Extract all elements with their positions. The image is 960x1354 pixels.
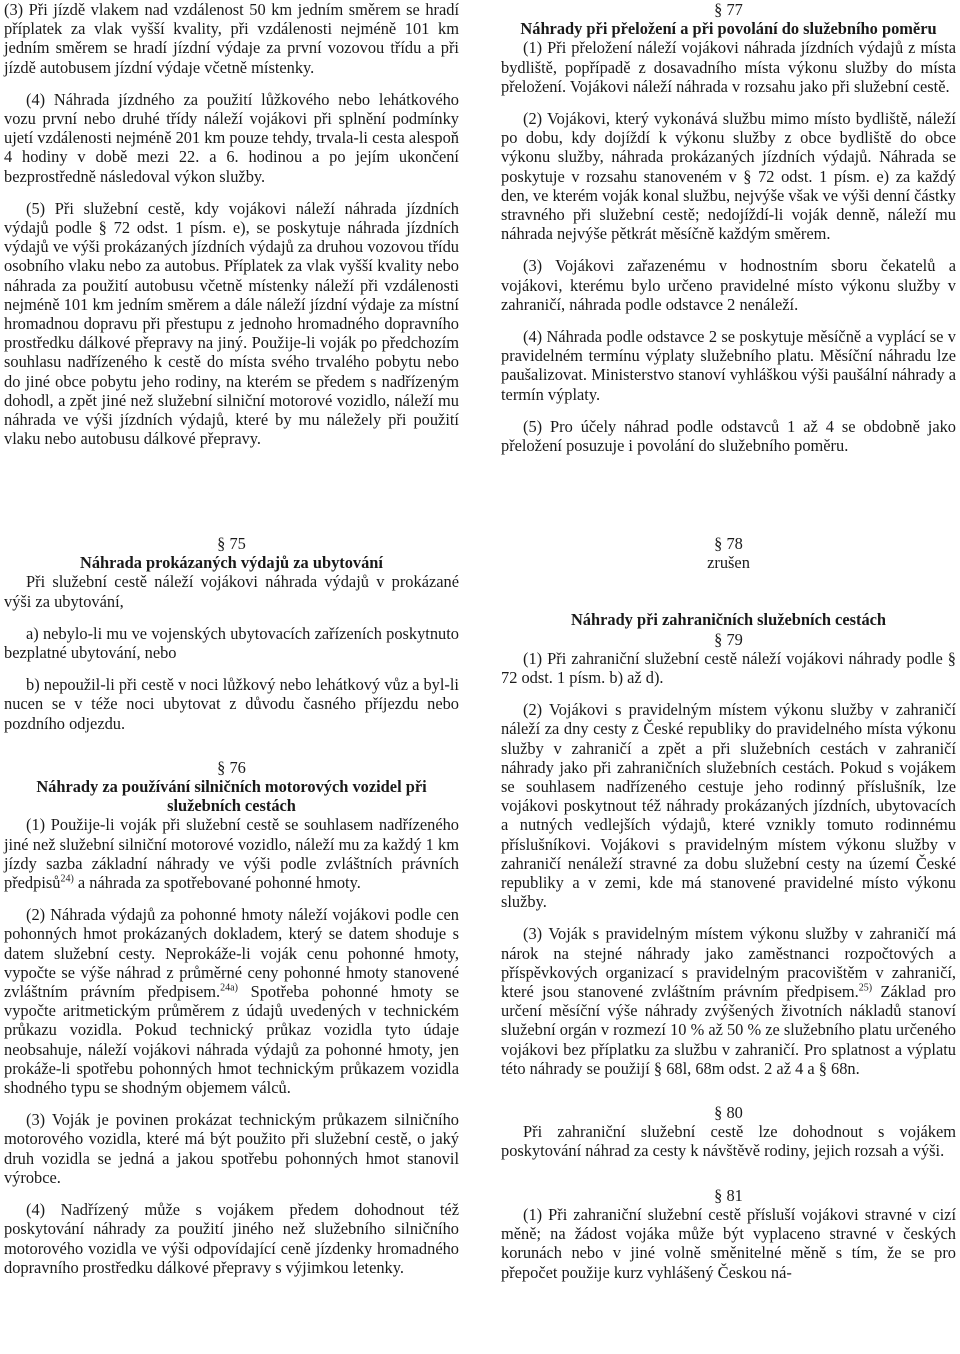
paragraph: (4) Nadřízený může s vojákem předem dohodnout též poskytování náhrady za použití jiného než služebního silničního motorového vozidla ve výši odpovídající ceně jízdenky hromadného dopravního prostředku dálkové přepravy s výjimkou letenky. xyxy=(4,1200,459,1277)
paragraph-text: (2) Náhrada výdajů za pohonné hmoty náleží vojákovi podle cen pohonných hmot prokázaných dokladem, který se datem shoduje s datem služební cesty. Neprokáže-li voják cenu pohonné hmoty, vypočte se výše náhrad z průměrné ceny pohonné hmoty stanovené zvláštním právním předpisem. xyxy=(4,905,459,1002)
paragraph: (1) Při přeložení náleží vojákovi náhrada jízdních výdajů z místa bydliště, popřípadě z dosavadního místa výkonu služby do místa přeložení. Vojákovi náleží náhrada v rozsahu jako při služební cestě. xyxy=(501,38,956,96)
paragraph-text: (1) Použije-li voják při služební cestě se souhlasem nadřízeného jiné než služební silniční motorové vozidlo, náleží mu za každý 1 km jízdy sazba základní náhrady ve výši podle zvláštních právních předpisů xyxy=(4,815,459,893)
paragraph: (5) Při služební cestě, kdy vojákovi náleží náhrada jízdních výdajů podle § 72 odst. 1 písm. e), se poskytuje náhrada jízdních výdajů ve výši prokázaných jízdních výdajů za druhou vozovou třídu osobního vlaku nebo za autobus. Příplatek za vlak vyšší kvality nebo náhrada za použití autobusu včetně místenky náleží při vzdálenosti nejméně 101 km jedním směrem a dále náleží jízdní výdaje za místní hromadnou dopravu při přestupu z jednoho hromadného dopravního prostředku dálkové přepravy na jiný. Použije-li voják po předchozím souhlasu nadřízeného k cestě do místa svého trvalého pobytu nebo do jiné obce pobytu jeho rodiny, na kterém se předem s nadřízeným dohodl, a zpět jiné než služební silniční motorové vozidlo, náleží mu náhrada ve výši jízdních výdajů, které by mu náležely při použití vlaku nebo autobusu dálkové přepravy. xyxy=(4,198,459,449)
paragraph-text: a náhrada za spotřebované pohonné hmoty. xyxy=(73,873,361,893)
paragraph: (4) Náhrada jízdného za použití lůžkového nebo lehátkového vozu první nebo druhé třídy náleží vojákovi při splnění podmínky ujetí vzdálenosti nejméně 201 km pouze tehdy, trvala-li cesta alespoň 4 hodiny v době mezi 22. a 6. hodinou a po jejím ukončení bezprostředně následoval výkon služby. xyxy=(4,89,459,186)
paragraph-text: (3) Voják s pravidelným místem výkonu služby v zahraničí má nárok na stejné náhrady jako zaměstnanci rozpočtových a příspěvkových organizací s pravidelným pracovištěm v zahraničí, které jsou stanovené zvláštním právním předpisem. xyxy=(501,924,956,1002)
section-status: zrušen xyxy=(707,553,750,573)
section-number: § 81 xyxy=(714,1185,743,1205)
left-column xyxy=(4,0,459,1277)
paragraph: b) nepoužil-li při cestě v noci lůžkový nebo lehátkový vůz a byl-li nucen se v téže noci ubytovat z důvodu časného příjezdu nebo pozdního odjezdu. xyxy=(4,675,459,733)
section-title: Náhrady za používání silničních motorových vozidel při služebních cestách xyxy=(36,777,427,816)
footnote-ref: 24a) xyxy=(220,982,238,994)
section-number: § 79 xyxy=(714,629,743,649)
paragraph: (4) Náhrada podle odstavce 2 se poskytuje měsíčně a vyplácí se v pravidelném termínu výplaty služebního platu. Měsíční náhradu lze paušalizovat. Ministerstvo stanoví vyhláškou výši paušální náhrady a termín výplaty. xyxy=(501,327,956,404)
section-title: Náhrady při přeložení a při povolání do služebního poměru xyxy=(520,19,937,39)
paragraph-text: Spotřeba pohonné hmoty se vypočte aritmetickým průměrem z údajů uvedených v technickém průkazu vozidla. Pokud technický průkaz vozidla tyto údaje neobsahuje, náleží vojákovi náhrada výdajů za pohonné hmoty, jen prokáže-li spotřebu pohonných hmot technickým průkazem vozidla shodného typu se shodným objemem válců. xyxy=(4,982,459,1098)
paragraph xyxy=(501,924,956,1078)
paragraph: (1) Při zahraniční služební cestě přísluší vojákovi stravné v cizí měně; na žádost vojáka může být vyplaceno stravné v českých korunách nebo v jiné volně směnitelné měně s tím, že se pro přepočet použije kurz vyhlášený Českou ná- xyxy=(501,1204,956,1282)
paragraph: Při služební cestě náleží vojákovi náhrada výdajů v prokázané výši za ubytování, xyxy=(4,572,459,611)
right-column xyxy=(501,0,956,1282)
section-title: Náhrada prokázaných výdajů za ubytování xyxy=(80,553,383,573)
section-number: § 80 xyxy=(714,1103,743,1123)
footnote-ref: 25) xyxy=(858,982,873,994)
section-number: § 77 xyxy=(714,0,743,19)
paragraph: (1) Při zahraniční služební cestě náleží vojákovi náhrady podle § 72 odst. 1 písm. b) až d). xyxy=(501,648,956,688)
paragraph-text: Základ pro určení měsíční výše náhrady zvýšených životních nákladů stanoví služební orgán v rozmezí 10 % až 50 % ze služebního platu určeného vojákovi bez příplatku za službu v zahraničí. Pro splatnost a výplatu této náhrady se použijí § 68l, 68m odst. 2 až 4 a § 68n. xyxy=(501,982,956,1078)
paragraph: (5) Pro účely náhrad podle odstavců 1 až 4 se obdobně jako přeložení posuzuje i povolání do služebního poměru. xyxy=(501,416,956,456)
paragraph: (2) Vojákovi, který vykonává službu mimo místo bydliště, náleží po dobu, kdy dojíždí k výkonu služby z obce bydliště do obce výkonu služby, náhrada prokázaných jízdních výdajů. Náhrada se poskytuje v rozsahu stanoveném v § 72 odst. 1 písm. e) za každý den, ve kterém voják konal službu, nejvýše však ve výši denní částky stravného při služební cestě; nedojíždí-li voják denně, náleží mu náhrada nejvýše pětkrát měsíčně každým směrem. xyxy=(501,109,956,244)
footnote-ref: 24) xyxy=(60,873,74,885)
section-number: § 75 xyxy=(217,534,246,553)
paragraph: (3) Vojákovi zařazenému v hodnostním sboru čekatelů a vojákovi, kterému bylo určeno pravidelné místo výkonu služby v zahraničí, náhrada podle odstavce 2 nenáleží. xyxy=(501,256,956,314)
paragraph: Při zahraniční služební cestě lze dohodnout s vojákem poskytování náhrad za cesty k návštěvě rodiny, jejich rozsah a výši. xyxy=(501,1122,956,1161)
section-number: § 76 xyxy=(217,757,246,777)
paragraph: (3) Při jízdě vlakem nad vzdálenost 50 km jedním směrem se hradí příplatek za vlak vyšší kvality, při vzdálenosti nejméně 101 km jedním směrem se hradí jízdní výdaje za první vozovou třídu a při jízdě autobusem jízdní výdaje včetně místenky. xyxy=(4,0,459,77)
paragraph xyxy=(4,815,459,892)
paragraph xyxy=(4,905,459,1097)
paragraph: (2) Vojákovi s pravidelným místem výkonu služby v zahraničí náleží za dny cesty z České republiky do pravidelného místa výkonu služby v zahraničí a zpět a při služebních cestách v zahraničí náhrady jako při zahraničních služebních cestách. Pokud s vojákem se souhlasem nadřízeného cestuje jeho rodinný příslušník, lze vojákovi poskytnout též náhrady prokázaných jízdních, ubytovacích a nutných vedlejších výdajů, které vznikly tomuto rodinnému příslušníkovi. Vojákovi s pravidelným místem výkonu služby v zahraničí nenáleží stravné za dobu služební cesty na území České republiky a v zemi, kde má stanovené pravidelné místo výkonu služby. xyxy=(501,700,956,912)
section-number: § 78 xyxy=(714,534,743,553)
paragraph: a) nebylo-li mu ve vojenských ubytovacích zařízeních poskytnuto bezplatné ubytování, nebo xyxy=(4,623,459,663)
paragraph: (3) Voják je povinen prokázat technickým průkazem silničního motorového vozidla, které má být použito při služební cestě, o jaký druh vozidla se jedná a jakou spotřebu pohonných hmot stanovil výrobce. xyxy=(4,1110,459,1187)
section-title: Náhrady při zahraničních služebních cestách xyxy=(570,610,887,630)
